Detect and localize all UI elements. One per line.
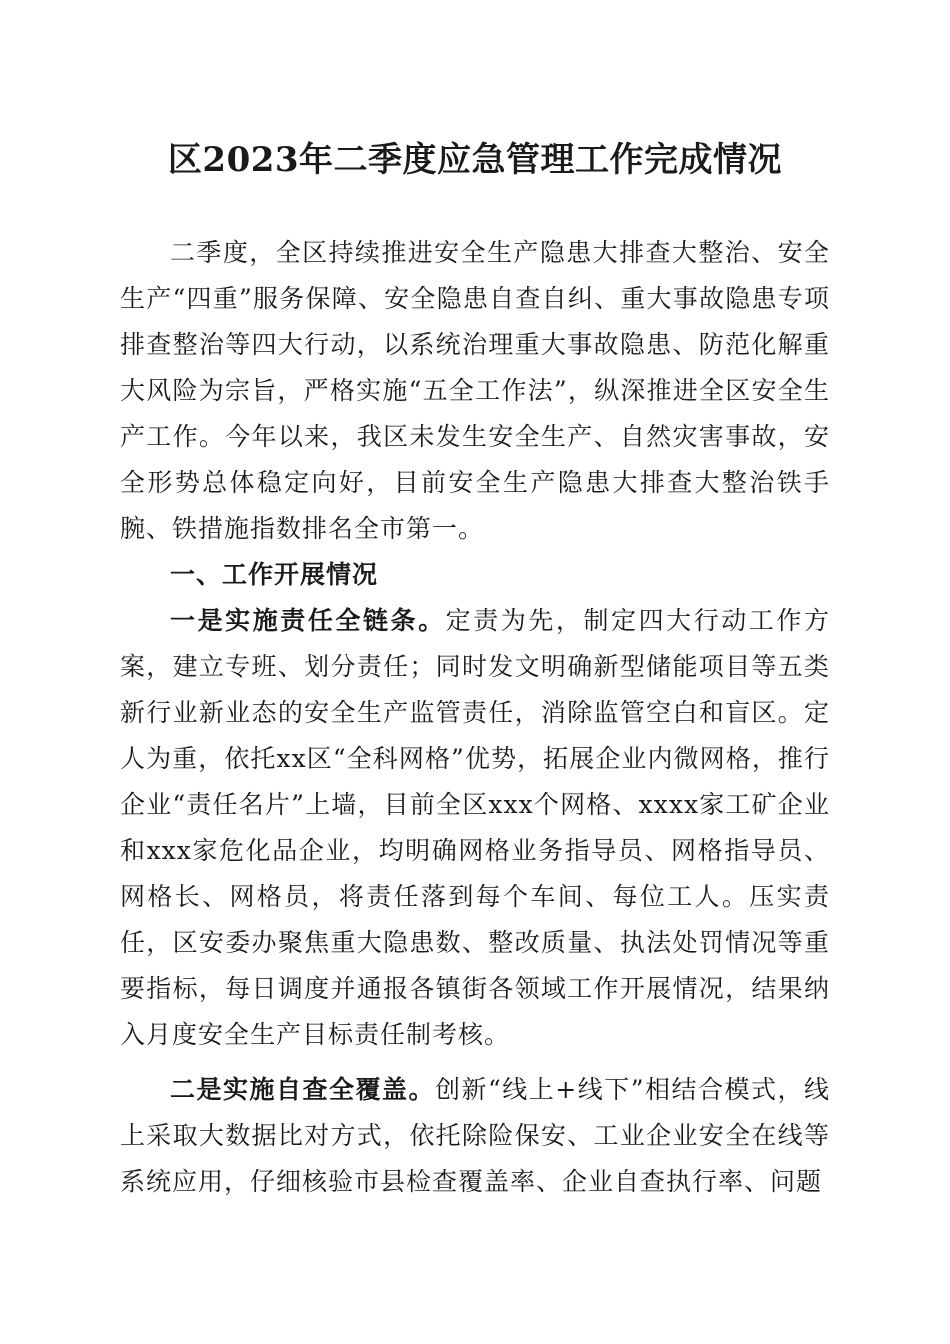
document-title: 区2023年二季度应急管理工作完成情况 bbox=[167, 140, 783, 180]
section-heading-work-progress: 一、工作开展情况 bbox=[170, 560, 379, 589]
paragraph-text: 创新“线上+线下”相结合模式，线上采取大数据比对方式，依托除险保安、工业企业安全在线等系统应用，仔细核验市县检查覆盖率、企业自查执行率、问题 bbox=[120, 1075, 830, 1196]
paragraph-lead: 二是实施自查全覆盖。 bbox=[170, 1075, 435, 1104]
paragraph-text: 定责为先，制定四大行动工作方案，建立专班、划分责任；同时发文明确新型储能项目等五类新行业新业态的安全生产监管责任，消除监管空白和盲区。定人为重，依托xx区“全科网格”优势，拓展企业内微网格，推行企业“责任名片”上墙，目前全区xxx个网格、xxxx家工矿企业和xxx家危化品企业，均明确网格业务指导员、网格指导员、网格长、网格员，将责任落到每个车间、每位工人。压实责任，区安委办聚焦重大隐患数、整改质量、执法处罚情况等重要指标，每日调度并通报各镇街各领域工作开展情况，结果纳入月度安全生产目标责任制考核。 bbox=[120, 606, 830, 1049]
document-body bbox=[120, 230, 830, 1205]
paragraph-lead: 一是实施责任全链条。 bbox=[170, 606, 446, 635]
paragraph-self-inspection bbox=[120, 1067, 830, 1205]
paragraph-responsibility-chain bbox=[120, 598, 830, 1058]
intro-paragraph: 二季度，全区持续推进安全生产隐患大排查大整治、安全生产“四重”服务保障、安全隐患自查自纠、重大事故隐患专项排查整治等四大行动，以系统治理重大事故隐患、防范化解重大风险为宗旨，严格实施“五全工作法”，纵深推进全区安全生产工作。今年以来，我区未发生安全生产、自然灾害事故，安全形势总体稳定向好，目前安全生产隐患大排查大整治铁手腕、铁措施指数排名全市第一。 bbox=[120, 238, 830, 543]
